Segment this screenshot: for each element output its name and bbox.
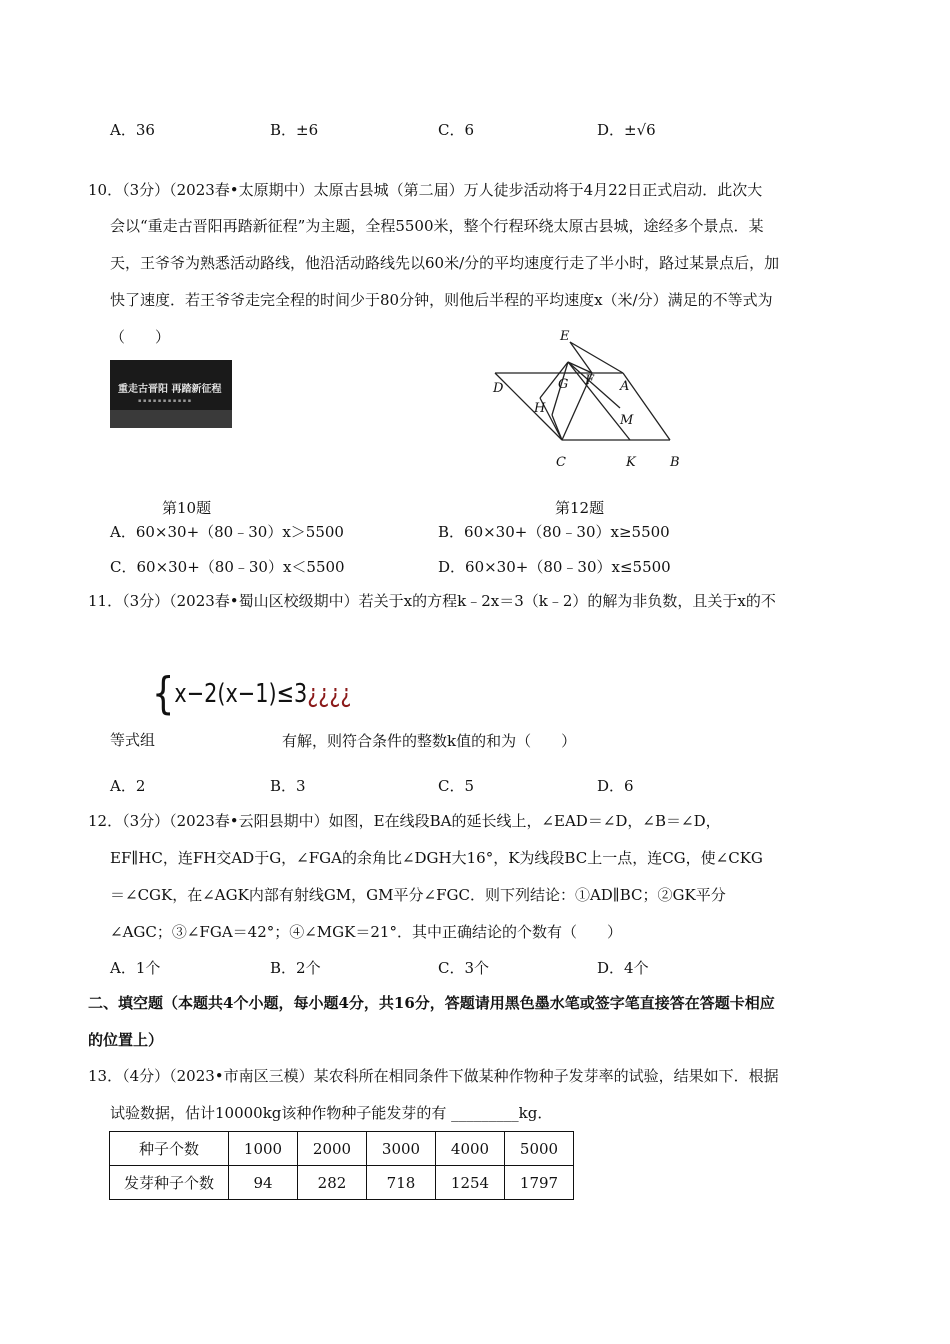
table-cell: 5000 bbox=[505, 1132, 574, 1166]
q12-line-3: ＝∠CGK，在∠AGK内部有射线GM，GM平分∠FGC．则下列结论：①AD∥BC；②GK平分 bbox=[110, 886, 726, 904]
table-cell: 种子个数 bbox=[110, 1132, 229, 1166]
label-e: E bbox=[560, 329, 570, 344]
q11-system-expression bbox=[152, 668, 351, 719]
table-cell: 94 bbox=[229, 1166, 298, 1200]
label-f: F bbox=[585, 373, 595, 388]
q11-garbled-text: ¿¿¿¿ bbox=[307, 679, 352, 709]
q11-option-d: D．6 bbox=[597, 777, 634, 795]
q13-line-1: 13．（4分）（2023•市南区三模）某农科所在相同条件下做某种作物种子发芽率的试验，结果如下．根据 bbox=[88, 1067, 779, 1085]
q10-figure-caption: 第10题 bbox=[162, 499, 212, 517]
q10-photo-crowd bbox=[110, 410, 232, 428]
label-k: K bbox=[626, 455, 636, 470]
table-cell: 发芽种子个数 bbox=[110, 1166, 229, 1200]
q12-figure-caption: 第12题 bbox=[555, 499, 605, 517]
table-cell: 718 bbox=[367, 1166, 436, 1200]
q10-line-5: （ ） bbox=[110, 328, 171, 346]
q12-line-4: ∠AGC；③∠FGA＝42°；④∠MGK＝21°．其中正确结论的个数有（ ） bbox=[110, 923, 622, 941]
q11-option-b: B．3 bbox=[270, 777, 306, 795]
q12-option-b: B．2个 bbox=[270, 959, 321, 977]
q10-line-3: 天，王爷爷为熟悉活动路线，他沿活动路线先以60米/分的平均速度行走了半小时，路过某景点后，加 bbox=[110, 254, 780, 272]
table-row bbox=[110, 1132, 574, 1166]
section2-heading-line-1: 二、填空题（本题共4个小题，每小题4分，共16分，答题请用黑色墨水笔或签字笔直接答在答题卡相应 bbox=[88, 994, 775, 1012]
q10-option-d: D．60×30+（80﹣30）x≤5500 bbox=[438, 558, 671, 576]
q11-brace-icon: { bbox=[152, 668, 175, 719]
q13-line-2: 试验数据，估计10000kg该种作物种子能发芽的有 _________kg． bbox=[110, 1104, 553, 1122]
q11-line-1: 11．（3分）（2023春•蜀山区校级期中）若关于x的方程k﹣2x＝3（k﹣2）的解为非负数，且关于x的不 bbox=[88, 592, 776, 610]
q11-option-a: A．2 bbox=[110, 777, 146, 795]
q10-line-2: 会以“重走古晋阳再踏新征程”为主题，全程5500米，整个行程环绕太原古县城，途经多个景点．某 bbox=[110, 217, 764, 235]
q13-data-table bbox=[109, 1131, 574, 1200]
q12-line-2: EF∥HC，连FH交AD于G，∠FGA的余角比∠DGH大16°，K为线段BC上一点，连CG，使∠CKG bbox=[110, 849, 763, 867]
label-a: A bbox=[620, 379, 630, 394]
q11-prefix: 等式组 bbox=[110, 731, 156, 749]
table-cell: 282 bbox=[298, 1166, 367, 1200]
q9-option-c: C．6 bbox=[438, 121, 475, 139]
q10-option-c: C．60×30+（80﹣30）x＜5500 bbox=[110, 558, 345, 576]
q10-line-4: 快了速度．若王爷爷走完全程的时间少于80分钟，则他后半程的平均速度x（米/分）满足的不等式为 bbox=[110, 291, 773, 309]
q10-photo-title: 重走古晋阳 再踏新征程 bbox=[118, 384, 222, 395]
table-cell: 1000 bbox=[229, 1132, 298, 1166]
q11-system-text: x−2(x−1)≤3 bbox=[174, 679, 308, 709]
label-h: H bbox=[534, 401, 546, 416]
table-cell: 4000 bbox=[436, 1132, 505, 1166]
q11-option-c: C．5 bbox=[438, 777, 475, 795]
table-cell: 3000 bbox=[367, 1132, 436, 1166]
label-m: M bbox=[620, 413, 634, 428]
q12-line-1: 12．（3分）（2023春•云阳县期中）如图，E在线段BA的延长线上，∠EAD＝∠D，∠B＝∠D， bbox=[88, 812, 721, 830]
q12-option-a: A．1个 bbox=[110, 959, 161, 977]
q10-photo bbox=[110, 360, 232, 428]
q9-option-b: B．±6 bbox=[270, 121, 319, 139]
label-b: B bbox=[670, 455, 680, 470]
table-cell: 2000 bbox=[298, 1132, 367, 1166]
q12-figure bbox=[480, 320, 690, 480]
q9-option-d: D．±√6 bbox=[597, 121, 656, 139]
table-cell: 1797 bbox=[505, 1166, 574, 1200]
q10-option-b: B．60×30+（80﹣30）x≥5500 bbox=[438, 523, 670, 541]
q12-option-d: D．4个 bbox=[597, 959, 649, 977]
label-c: C bbox=[556, 455, 566, 470]
label-d: D bbox=[493, 381, 504, 396]
q10-option-a: A．60×30+（80﹣30）x＞5500 bbox=[110, 523, 344, 541]
table-row bbox=[110, 1166, 574, 1200]
q9-option-a: A．36 bbox=[110, 121, 155, 139]
q10-line-1: 10．（3分）（2023春•太原期中）太原古县城（第二届）万人徒步活动将于4月22日正式启动．此次大 bbox=[88, 181, 763, 199]
table-cell: 1254 bbox=[436, 1166, 505, 1200]
label-g: G bbox=[558, 377, 569, 392]
section2-heading-line-2: 的位置上） bbox=[88, 1031, 164, 1049]
q10-photo-subtitle: ▪ ▪ ▪ ▪ ▪ ▪ ▪ ▪ ▪ ▪ ▪ bbox=[138, 398, 192, 404]
q11-suffix: 有解，则符合条件的整数k值的和为（ ） bbox=[282, 732, 577, 750]
q12-option-c: C．3个 bbox=[438, 959, 490, 977]
